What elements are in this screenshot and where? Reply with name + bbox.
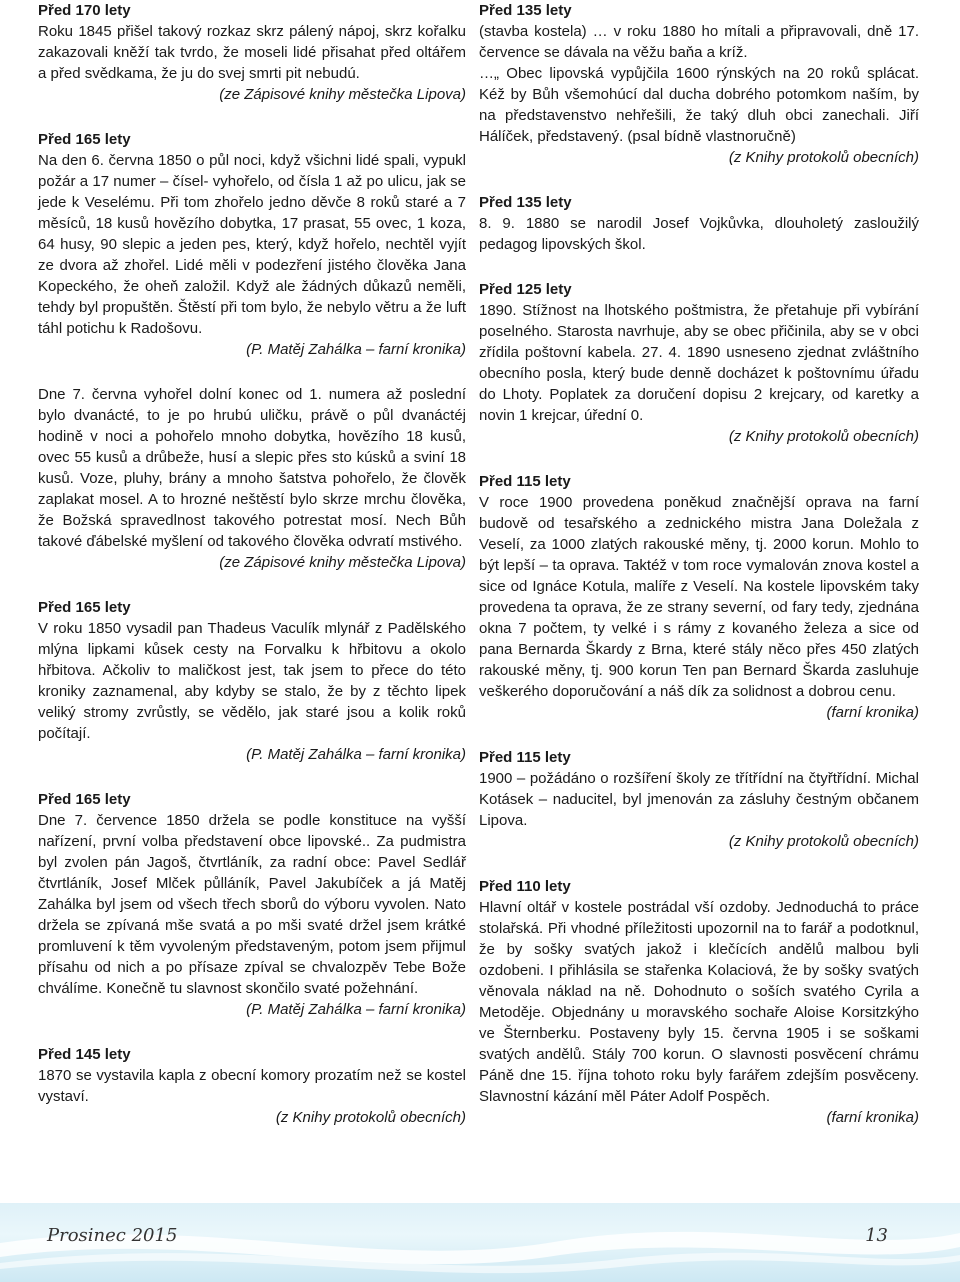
section-heading: Před 115 lety bbox=[479, 473, 571, 490]
article-section bbox=[479, 279, 919, 447]
source-citation: (P. Matěj Zahálka – farní kronika) bbox=[246, 341, 466, 358]
section-text: (stavba kostela) … v roku 1880 ho mítali a připravovali, dně 17. července se dávala na věžu baňa a kríž. bbox=[479, 23, 919, 61]
article-section bbox=[38, 597, 466, 765]
section-text: 8. 9. 1880 se narodil Josef Vojkůvka, dlouholetý zasloužilý pedagog lipovských škol. bbox=[479, 215, 919, 253]
right-column bbox=[479, 0, 919, 1152]
section-text: V roku 1850 vysadil pan Thadeus Vaculík mlynář z Padělského mlýna lipkami kůsek cesty na Forvalku k hřbitovu a okolo hřbitova. Ačkoliv to maličkost jest, tak jsem to přece do této kroniky zaznamenal, aby kdyby se stalo, že by z těchto lipek veliký stromy zvrůstly, se vědělo, jak staré jsou a kolik roků počítají. bbox=[38, 620, 466, 742]
section-heading: Před 165 lety bbox=[38, 131, 131, 148]
article-section bbox=[479, 0, 919, 168]
section-text: Dne 7. června vyhořel dolní konec od 1. numera až poslední bylo dvanácté, to je po hrubú uličku, právě o půl dvanáctéj hodině v noci a pohořelo mnoho dobytka, hovězího 18 kusů, ovec 55 kusů a drůbeže, husí a slepic přes sto kúsků a sviní 18 kusů. Voze, pluhy, brány a mnoho šatstva pohořelo, že člověk zaplakat mosel. A to hrozné neštěstí bylo skrze mrchu člověka, že Božská spravedlnost takového potrestat mosí. Nech Bůh takové ďábelské myšlení od takového člověka odvratí mstivého. bbox=[38, 386, 466, 550]
left-column bbox=[38, 0, 466, 1152]
section-text: 1890. Stížnost na lhotského poštmistra, že přetahuje při vybírání poselného. Starosta navrhuje, aby se obec přičinila, aby se v obci zřídila poštovní kabela. 27. 4. 1890 usneseno zjednat zvláštního obecního posla, který bude denně docházet k poštovnímu úřadu do Lhoty. Poplatek za doručení dopisu 2 krejcary, od karetky a novin 1 krejcar, úřední 0. bbox=[479, 302, 919, 424]
section-heading: Před 165 lety bbox=[38, 599, 131, 616]
section-heading: Před 165 lety bbox=[38, 791, 131, 808]
issue-date: Prosinec 2015 bbox=[47, 1225, 178, 1246]
section-heading: Před 170 lety bbox=[38, 2, 131, 19]
article-section bbox=[479, 876, 919, 1128]
source-citation: (ze Zápisové knihy městečka Lipova) bbox=[219, 554, 466, 571]
source-citation: (z Knihy protokolů obecních) bbox=[728, 428, 919, 445]
article-section bbox=[38, 1044, 466, 1128]
article-section bbox=[38, 129, 466, 360]
page-number: 13 bbox=[865, 1225, 888, 1246]
article-section bbox=[38, 0, 466, 105]
section-heading: Před 125 lety bbox=[479, 281, 572, 298]
section-text: 1870 se vystavila kapla z obecní komory prozatím než se kostel vystaví. bbox=[38, 1067, 466, 1105]
article-section bbox=[479, 192, 919, 255]
source-citation: (z Knihy protokolů obecních) bbox=[728, 833, 919, 850]
section-heading: Před 145 lety bbox=[38, 1046, 131, 1063]
source-citation: (farní kronika) bbox=[826, 1109, 919, 1126]
section-heading: Před 110 lety bbox=[479, 878, 571, 895]
source-citation: (z Knihy protokolů obecních) bbox=[728, 149, 919, 166]
section-heading: Před 135 lety bbox=[479, 2, 572, 19]
section-text: Roku 1845 přišel takový rozkaz skrz pálený nápoj, skrz kořalku zakazovali kněží tak tvrdo, že moseli lidé přisahat před oltářem a před svědkama, že ju do svej smrti pit nebudú. bbox=[38, 23, 466, 82]
article-section bbox=[38, 384, 466, 573]
source-citation: (farní kronika) bbox=[826, 704, 919, 721]
section-heading: Před 135 lety bbox=[479, 194, 572, 211]
source-citation: (P. Matěj Zahálka – farní kronika) bbox=[246, 746, 466, 763]
section-text: Dne 7. července 1850 držela se podle konstituce na vyšší nařízení, první volba představení obce lipovské.. Za pudmistra byl zvolen pán Jagoš, čtvrtláník, za radní obce: Pavel Sedlář čtvrtláník, Josef Mlček půlláník, Pavel Jakubíček a já Matěj Zahálka byl jsem od všech třech sborů do výboru vyvolen. Nato držela se zpívaná mše svatá a po mši svaté držel jsem krátké promluvení k těm vyvoleným představeným, potom jsem přijmul přísahu od nich a po přísaze zpíval se chvalozpěv Tebe Bože chválíme. Konečně tu slavnost skončilo svaté požehnání. bbox=[38, 812, 466, 997]
source-citation: (P. Matěj Zahálka – farní kronika) bbox=[246, 1001, 466, 1018]
article-section bbox=[479, 471, 919, 723]
article-section bbox=[38, 789, 466, 1020]
section-text: Na den 6. června 1850 o půl noci, když všichni lidé spali, vypukl požár a 17 numer – čísel- vyhořelo, od čísla 1 až po ulicu, jak se jede k Veselému. Při tom zhořelo jedno děvče 8 roků staré a 7 měsíců, 18 kusů hovězího dobytka, 17 prasat, 55 ovec, 1 koza, 64 husy, 90 slepic a jeden pes, který, když hořelo, nechtěl vyjít ze dvora až zhořel. Lidé měli v podezření jistého člověka Jana Kopeckého, že oheň založil. Když ale žádných důkazů neměli, tehdy byl propuštěn. Štěstí při tom bylo, že nebylo větru a že luft táhl potichu k Radošovu. bbox=[38, 152, 466, 337]
source-citation: (ze Zápisové knihy městečka Lipova) bbox=[219, 86, 466, 103]
page-footer bbox=[0, 1203, 960, 1282]
section-text: Hlavní oltář v kostele postrádal vší ozdoby. Jednoduchá to práce stolařská. Při vhodné příležitosti upozornil na to farář a podotknul, že by sošky svatých jakož i klečících andělů malbou byli ozdobeni. I přihlásila se stařenka Kolaciová, že by sošky svatých věnovala náklad na ně. Dohodnuto o soších svatého Cyrila a Metoděje. Objednány u moravského sochaře Aloise Korsitzkýho ve Šternberku. Postaveny byly 15. června 1905 i se soškami svatých andělů. Stály 700 korun. O slavnosti posvěcení chrámu Páně dne 15. října tohoto roku byly farářem zdejším posvěceny. Slavnostní kázání měl Páter Adolf Pospěch. bbox=[479, 899, 919, 1105]
section-text: …„ Obec lipovská vypůjčila 1600 rýnských na 20 roků splácat. Kéž by Bůh všemohúcí dal ducha dobrého potomkom naším, by na představenstvo nehřešili, že taký dluh obci zanechali. Jiří Hálíček, představený. (psal bídně vlastnoručně) bbox=[479, 65, 919, 145]
source-citation: (z Knihy protokolů obecních) bbox=[275, 1109, 466, 1126]
section-heading: Před 115 lety bbox=[479, 749, 571, 766]
article-section bbox=[479, 747, 919, 852]
section-text: V roce 1900 provedena poněkud značnější oprava na farní budově od tesařského a zednického mistra Jana Doležala z Veselí, za 1000 zlatých rakouské měny, tj. 2000 korun. Mohlo to být lepší – ta oprava. Taktéž v tom roce vymalován znova kostel a sice od Ignáce Kotula, malíře z Veselí. Na kostele lipovském taky provedena ta oprava, že ze strany severní, od fary tedy, zjednána okna 7 počtem, ty velké i s rámy z kovaného železa a sice od pana Bernarda Škardy z Brna, které stály něco přes 450 zlatých rakouské měny, tj. 900 korun Ten pan Bernard Škarda zasluhuje veškerého doporučování a náš dík za solidnost a dobrou cenu. bbox=[479, 494, 919, 700]
section-text: 1900 – požádáno o rozšíření školy ze třítřídní na čtyřtřídní. Michal Kotásek – naducitel, byl jmenován za zásluhy čestným občanem Lipova. bbox=[479, 770, 919, 829]
